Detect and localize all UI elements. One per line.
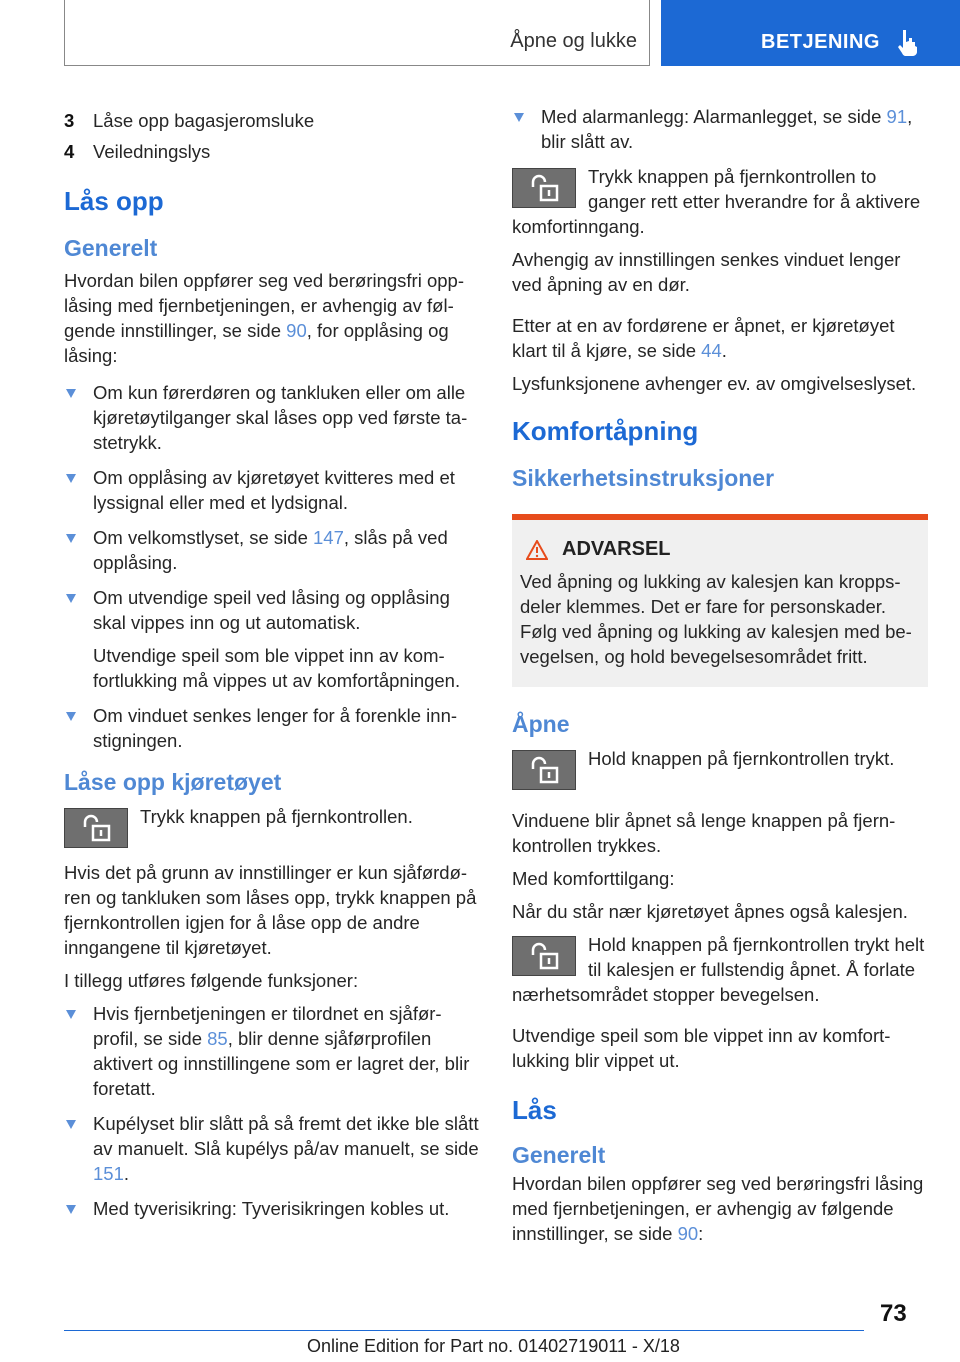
paragraph: Vinduene blir åpnet så lenge knappen på fjernkontrollen trykkes.: [512, 810, 896, 856]
key-instruction: [512, 932, 928, 1007]
page-link[interactable]: 85: [207, 1028, 228, 1049]
left-column: [64, 108, 480, 1231]
paragraph: Hvordan bilen oppfører seg ved berøringsfri låsing med fjernbetjeningen, er avhengig av følgende innstillinger, se side 90:: [512, 1173, 924, 1244]
list-item: Om velkomstlyset, se side 147, slås på ved opplåsing.: [64, 525, 480, 575]
paragraph: I tillegg utføres følgende funksjoner:: [64, 970, 359, 991]
unlock-key-icon: [512, 750, 576, 790]
key-instruction: [512, 164, 928, 239]
paragraph: Når du står nær kjøretøyet åpnes også kalesjen.: [512, 901, 908, 922]
list-item: Kupélyset blir slått på så fremt det ikke ble slått av manuelt. Slå kupélys på/av manuelt, se side 151.: [64, 1111, 480, 1186]
footer-edition: Online Edition for Part no. 01402719011 - X/18: [307, 1336, 680, 1356]
key-instruction: [64, 804, 480, 852]
page-link[interactable]: 44: [701, 340, 722, 361]
item-text: Låse opp bagasjeromsluke: [93, 110, 315, 131]
item-number: 3: [64, 110, 75, 131]
footer-divider: [64, 1330, 864, 1331]
paragraph: Hvis det på grunn av innstillinger er kun sjåførdøren og tankluken som låses opp, trykk knappen på fjernkontrollen igjen for å låse opp de andre inngangene til kjøretøyet.: [64, 862, 477, 958]
warning-triangle-icon: [526, 540, 548, 560]
heading-sikkerhetsinstruksjoner: Sikkerhetsinstruksjoner: [512, 465, 775, 491]
list-item: Om vinduet senkes lenger for å forenkle innstigningen.: [64, 703, 480, 753]
section-title: BETJENING: [761, 31, 880, 53]
bullet-list: [64, 1001, 480, 1221]
paragraph: Avhengig av innstillingen senkes vinduet lenger ved åpning av en dør.: [512, 249, 901, 295]
key-instruction-text: Trykk knappen på fjernkontrollen.: [140, 806, 413, 827]
heading-apne: Åpne: [512, 711, 570, 737]
chapter-title: Åpne og lukke: [64, 0, 650, 66]
warning-box: [512, 514, 928, 687]
key-instruction-text: Hold knappen på fjernkontrollen trykt.: [588, 748, 895, 769]
paragraph: Utvendige speil som ble vippet inn av komfortlukking blir vippet ut.: [512, 1025, 891, 1071]
unlock-key-icon: [512, 168, 576, 208]
list-item: Hvis fjernbetjeningen er tilordnet en sjåførprofil, se side 85, blir denne sjåførprofilen aktivert og innstillingene som er lagret der, blir foretatt.: [64, 1001, 480, 1101]
bullet-list: [64, 380, 480, 753]
section-tab[interactable]: [661, 0, 960, 66]
list-item: Om utvendige speil ved låsing og opplåsing skal vippes inn og ut automatisk. Utvendige speil som ble vippet inn av komfortlukking må vippes ut av komfortåpningen.: [64, 585, 480, 693]
key-instruction-text: Trykk knappen på fjernkontrollen to ganger rett etter hverandre for å aktivere komfortinngang.: [512, 166, 921, 237]
item-number: 4: [64, 141, 75, 162]
page-link[interactable]: 147: [313, 527, 344, 548]
warning-text: Ved åpning og lukking av kalesjen kan kroppsdeler klemmes. Det er fare for personskader. Følg ved åpning og lukking av kalesjen med bevegelsen, og hold bevegelsesområdet fritt.: [520, 571, 912, 667]
heading-lase-opp-kjoretoyet: Låse opp kjøretøyet: [64, 769, 282, 795]
heading-komfortapning: Komfortåpning: [512, 416, 699, 446]
paragraph: Etter at en av fordørene er åpnet, er kjøretøyet klart til å kjøre, se side 44.: [512, 315, 895, 361]
list-item: Med alarmanlegg: Alarmanlegget, se side 91, blir slått av.: [512, 104, 928, 154]
heading-generelt: Generelt: [512, 1142, 606, 1168]
hand-pointer-icon: [896, 28, 920, 56]
heading-generelt: Generelt: [64, 235, 158, 261]
list-item: [64, 108, 480, 133]
warning-title: ADVARSEL: [520, 538, 920, 561]
list-item: Om kun førerdøren og tankluken eller om alle kjøretøytilganger skal låses opp ved første tastetrykk.: [64, 380, 480, 455]
page-number: 73: [880, 1300, 907, 1327]
list-item-continuation: Utvendige speil som ble vippet inn av komfortlukking må vippes ut av komfortåpningen.: [93, 645, 461, 691]
list-item: Om opplåsing av kjøretøyet kvitteres med et lyssignal eller med et lydsignal.: [64, 465, 480, 515]
unlock-key-icon: [64, 808, 128, 848]
key-instruction-text: Hold knappen på fjernkontrollen trykt helt til kalesjen er fullstendig åpnet. Å forlate nærhetsområdet stopper bevegelsen.: [512, 934, 925, 1005]
paragraph: Lysfunksjonene avhenger ev. av omgivelseslyset.: [512, 373, 917, 394]
page-link[interactable]: 90: [677, 1223, 699, 1244]
heading-las: Lås: [512, 1095, 557, 1125]
paragraph: Hvordan bilen oppfører seg ved berøringsfri opplåsing med fjernbetjeningen, er avhengig av følgende innstillinger, se side 90, for opplåsing og låsing:: [64, 270, 465, 366]
right-column: [512, 104, 928, 1254]
page-link[interactable]: 90: [286, 320, 307, 341]
paragraph: Med komforttilgang:: [512, 868, 675, 889]
bullet-list: [512, 104, 928, 154]
item-text: Veiledningslys: [93, 141, 211, 162]
page-link[interactable]: 91: [886, 106, 908, 127]
page-header: [0, 0, 960, 66]
heading-las-opp: Lås opp: [64, 186, 164, 216]
key-instruction: [512, 746, 928, 794]
list-item: Med tyverisikring: Tyverisikringen kobles ut.: [64, 1196, 480, 1221]
page-link[interactable]: 151: [93, 1163, 124, 1184]
list-item: [64, 139, 480, 164]
unlock-key-icon: [512, 936, 576, 976]
